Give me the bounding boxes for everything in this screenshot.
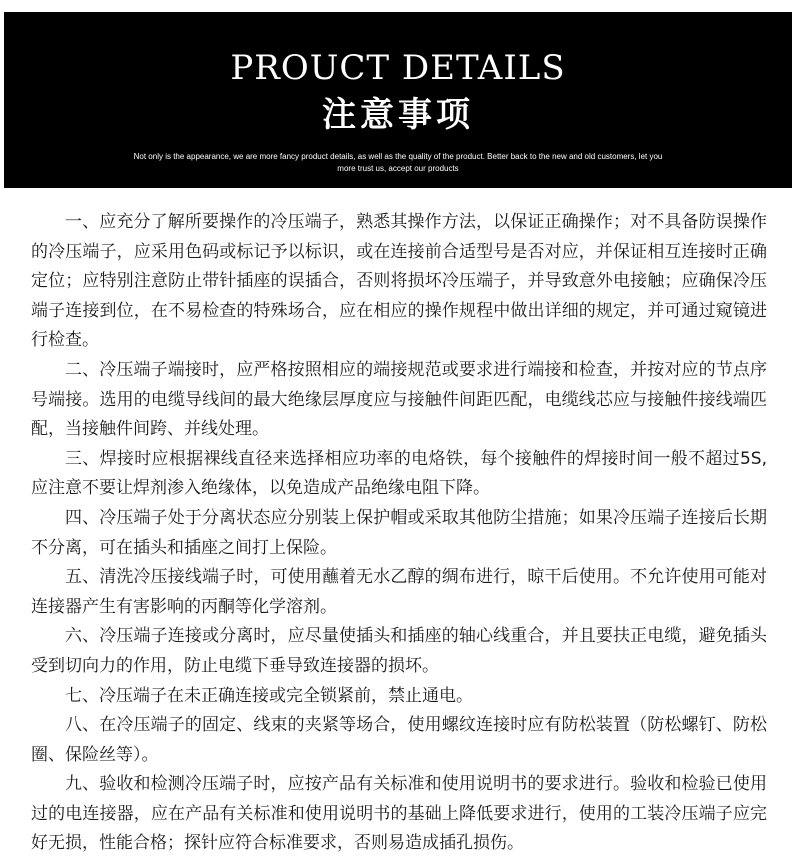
banner-title-cn: 注意事项 — [322, 95, 474, 135]
note-paragraph-9: 九、验收和检测冷压端子时，应按产品有关标准和使用说明书的要求进行。验收和检验已使用过的电连接器，应在产品有关标准和使用说明书的基础上降低要求进行，使用的工装冷压端子应完好无损，性能合格；探针应符合标准要求，否则易造成插孔损伤。 — [31, 774, 767, 854]
banner-title-en: PROUCT DETAILS — [230, 48, 566, 88]
note-paragraph-6: 六、冷压端子连接或分离时，应尽量使插头和插座的轴心线重合，并且要扶正电缆，避免插头受到切向力的作用，防止电缆下垂导致连接器的损坏。 — [31, 626, 767, 676]
banner-subtitle: Not only is the appearance, we are more fancy product details, as well as the quality of the product. Better back to the new and old customers, let you more trust us, accept our products — [133, 152, 663, 173]
note-paragraph-7: 七、冷压端子在未正确连接或完全锁紧前，禁止通电。 — [65, 685, 473, 706]
note-paragraph-3: 三、焊接时应根据裸线直径来选择相应功率的电烙铁，每个接触件的焊接时间一般不超过5S, 应注意不要让焊剂渗入绝缘体，以免造成产品绝缘电阻下降。 — [31, 448, 767, 499]
note-paragraph-1: 一、应充分了解所要操作的冷压端子，熟悉其操作方法，以保证正确操作；对不具备防误操作的冷压端子，应采用色码或标记予以标识，或在连接前合适型号是否对应，并保证相互连接时正确定位；应特别注意防止带针插座的误插合，否则将损坏冷压端子，并导致意外电接触；应确保冷压端子连接到位，在不易检查的特殊场合，应在相应的操作规程中做出详细的规定，并可通过窥镜进行检查。 — [31, 212, 767, 351]
note-paragraph-2: 二、冷压端子端接时，应严格按照相应的端接规范或要求进行端接和检查，并按对应的节点序号端接。选用的电缆导线间的最大绝缘层厚度应与接触件间距匹配，电缆线芯应与接触件接线端匹配，当接触件间跨、并线处理。 — [31, 359, 767, 440]
header-banner — [4, 12, 792, 188]
notes-content — [31, 208, 767, 859]
note-paragraph-5: 五、清洗冷压接线端子时，可使用蘸着无水乙醇的绸布进行，晾干后使用。不允许使用可能对连接器产生有害影响的丙酮等化学溶剂。 — [31, 567, 767, 617]
note-paragraph-4: 四、冷压端子处于分离状态应分别装上保护帽或采取其他防尘措施；如果冷压端子连接后长期不分离，可在插头和插座之间打上保险。 — [31, 507, 767, 558]
note-paragraph-8: 八、在冷压端子的固定、线束的夹紧等场合，使用螺纹连接时应有防松装置（防松螺钉、防松圈、保险丝等）。 — [31, 715, 767, 765]
